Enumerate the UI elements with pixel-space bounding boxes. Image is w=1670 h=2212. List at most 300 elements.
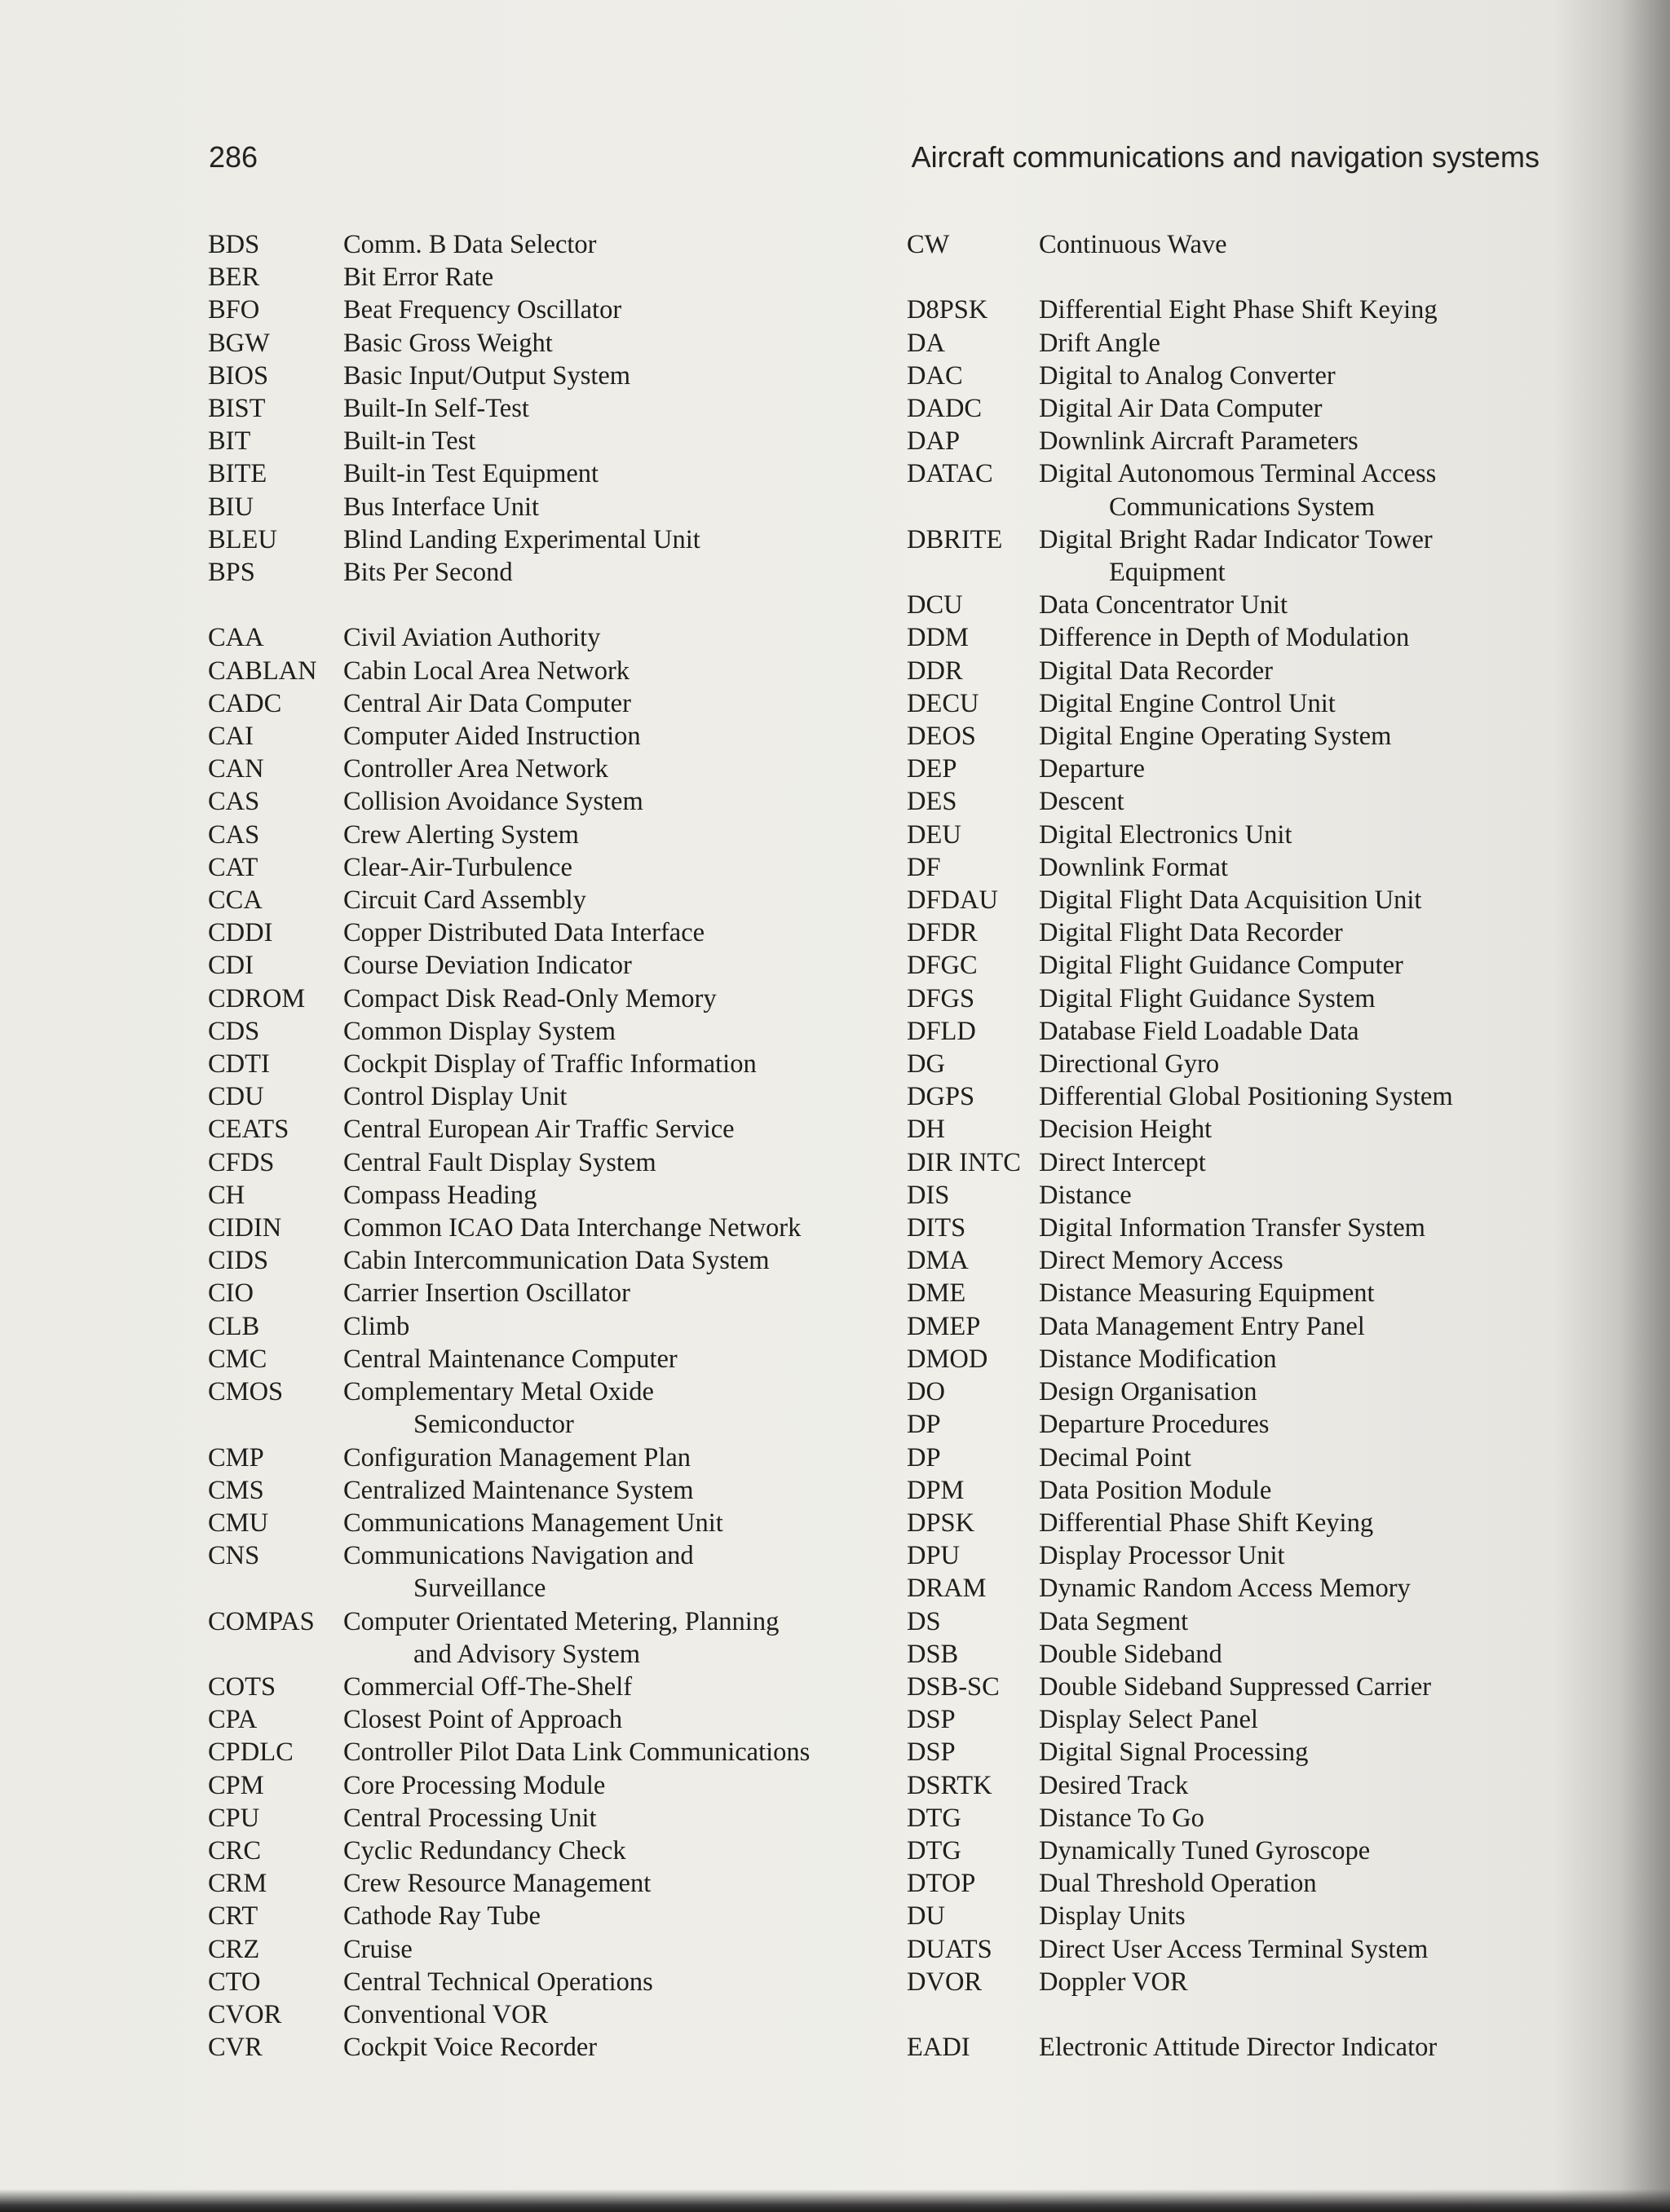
definition-text: Carrier Insertion Oscillator: [343, 1278, 630, 1309]
definition: [1039, 1966, 1559, 1998]
definition-text: Decimal Point: [1039, 1442, 1191, 1472]
definition-text: Downlink Format: [1039, 852, 1229, 882]
abbreviation-column-left: [208, 228, 877, 2064]
section-gap: [907, 261, 1559, 294]
definition: [1039, 1408, 1559, 1441]
definition: [343, 851, 877, 884]
glossary-entry: [907, 720, 1559, 753]
glossary-entry: [208, 327, 877, 360]
glossary-entry: [208, 457, 877, 490]
definition: [1039, 1539, 1559, 1572]
section-gap: [907, 1998, 1559, 2031]
glossary-entry: [208, 1539, 877, 1605]
definition-text: Distance To Go: [1039, 1803, 1204, 1833]
glossary-entry: [208, 1736, 877, 1768]
definition: [1039, 1474, 1559, 1507]
glossary-entry: [208, 1212, 877, 1244]
definition-text: Crew Resource Management: [343, 1869, 652, 1899]
abbreviation: CCA: [208, 885, 263, 916]
abbreviation: CAS: [208, 819, 260, 850]
definition: [1039, 228, 1559, 261]
definition-text: Civil Aviation Authority: [343, 623, 601, 653]
abbreviation: CADC: [208, 688, 282, 718]
definition-text: Controller Area Network: [343, 754, 608, 784]
glossary-entry: [907, 1933, 1559, 1966]
definition: [343, 949, 877, 982]
abbreviation: DTOP: [907, 1869, 976, 1899]
definition: [1039, 1572, 1559, 1605]
abbreviation: COTS: [208, 1671, 276, 1702]
glossary-entry: [907, 1539, 1559, 1572]
definition-text: Digital Signal Processing: [1039, 1737, 1309, 1768]
definition: [343, 1310, 877, 1343]
glossary-entry: [208, 1244, 877, 1277]
abbreviation: DUATS: [907, 1934, 992, 1964]
glossary-entry: [907, 851, 1559, 884]
glossary-entry: [208, 1835, 877, 1867]
definition-text: Communications Management Unit: [343, 1508, 723, 1538]
definition: [1039, 1867, 1559, 1900]
definition: [343, 327, 877, 360]
abbreviation: DP: [907, 1442, 941, 1472]
definition: [343, 720, 877, 753]
definition-text: Display Units: [1039, 1901, 1186, 1932]
definition: [343, 491, 877, 523]
definition: [1039, 523, 1559, 589]
definition-text: Collision Avoidance System: [343, 787, 643, 817]
definition-text: Drift Angle: [1039, 328, 1160, 358]
abbreviation: DPSK: [907, 1508, 975, 1538]
glossary-entry: [208, 655, 877, 687]
glossary-entry: [208, 228, 877, 261]
definition: [343, 1802, 877, 1835]
abbreviation: BIOS: [208, 360, 269, 391]
glossary-entry: [208, 1343, 877, 1375]
glossary-entry: [907, 1572, 1559, 1605]
definition: [1039, 1244, 1559, 1277]
abbreviation: DCU: [907, 590, 963, 620]
definition-text: Copper Distributed Data Interface: [343, 918, 705, 948]
glossary-entry: [907, 1343, 1559, 1375]
definition: [1039, 1080, 1559, 1113]
glossary-entry: [208, 884, 877, 916]
abbreviation: DVOR: [907, 1967, 983, 1997]
definition: [343, 360, 877, 392]
definition: [1039, 687, 1559, 720]
definition-text: Digital Flight Data Acquisition Unit: [1039, 885, 1422, 916]
abbreviation: BITE: [208, 459, 267, 489]
definition-text: Central Processing Unit: [343, 1803, 597, 1833]
glossary-entry: [208, 916, 877, 949]
abbreviation: CDU: [208, 1082, 264, 1112]
definition-text: Display Select Panel: [1039, 1705, 1258, 1735]
scan-bottom-edge: [0, 2189, 1670, 2212]
glossary-entry: [208, 621, 877, 654]
definition: [343, 1442, 877, 1474]
glossary-entry: [208, 785, 877, 818]
definition-text: Basic Gross Weight: [343, 328, 553, 358]
glossary-entry: [907, 1244, 1559, 1277]
section-gap: [208, 589, 877, 621]
glossary-entry: [208, 1802, 877, 1835]
abbreviation: DAC: [907, 360, 963, 391]
glossary-entry: [907, 687, 1559, 720]
definition-text: Central Fault Display System: [343, 1147, 656, 1177]
abbreviation: CH: [208, 1180, 245, 1210]
definition: [343, 916, 877, 949]
abbreviation: DSRTK: [907, 1770, 992, 1800]
definition-text: Comm. B Data Selector: [343, 230, 597, 259]
abbreviation: DIS: [907, 1180, 950, 1210]
abbreviation: CPM: [208, 1770, 264, 1800]
definition: [1039, 1671, 1559, 1703]
abbreviation: CMP: [208, 1442, 264, 1472]
abbreviation: CMC: [208, 1344, 267, 1374]
glossary-entry: [907, 294, 1559, 326]
definition-text: Cyclic Redundancy Check: [343, 1835, 626, 1865]
abbreviation: D8PSK: [907, 295, 988, 325]
definition-text: Double Sideband: [1039, 1639, 1222, 1669]
glossary-entry: [907, 589, 1559, 621]
definition: [1039, 1507, 1559, 1539]
definition-text: Digital Data Recorder: [1039, 656, 1273, 686]
abbreviation: DEOS: [907, 722, 976, 752]
glossary-entry: [907, 1638, 1559, 1671]
glossary-entry: [907, 1605, 1559, 1638]
abbreviation: CIO: [208, 1278, 254, 1309]
definition: [343, 1835, 877, 1867]
abbreviation: CFDS: [208, 1147, 275, 1177]
glossary-entry: [208, 1867, 877, 1900]
abbreviation: CDROM: [208, 983, 306, 1013]
glossary-entry: [208, 1998, 877, 2031]
definition-text: Central European Air Traffic Service: [343, 1115, 735, 1145]
definition-text: Electronic Attitude Director Indicator: [1039, 2033, 1438, 2063]
definition-text: Doppler VOR: [1039, 1967, 1188, 1997]
glossary-entry: [907, 982, 1559, 1015]
definition-text: Data Segment: [1039, 1606, 1189, 1636]
definition-text: Decision Height: [1039, 1115, 1213, 1145]
definition: [1039, 1179, 1559, 1212]
definition-text: Digital Electronics Unit: [1039, 819, 1292, 850]
definition: [343, 556, 877, 589]
abbreviation: CMS: [208, 1475, 264, 1505]
abbreviation: DA: [907, 328, 945, 358]
definition: [343, 884, 877, 916]
definition-text: Built-In Self-Test: [343, 394, 529, 424]
glossary-entry: [907, 1442, 1559, 1474]
definition: [343, 621, 877, 654]
definition-text: Conventional VOR: [343, 1999, 549, 2029]
glossary-entry: [907, 1507, 1559, 1539]
abbreviation: CMU: [208, 1508, 269, 1538]
abbreviation: DTG: [907, 1803, 961, 1833]
glossary-entry: [208, 1507, 877, 1539]
glossary-entry: [907, 1736, 1559, 1768]
glossary-entry: [907, 360, 1559, 392]
abbreviation: CMOS: [208, 1377, 284, 1407]
definition-text: Commercial Off-The-Shelf: [343, 1671, 633, 1702]
definition: [343, 1080, 877, 1113]
definition: [1039, 1835, 1559, 1867]
definition: [1039, 392, 1559, 425]
definition: [343, 1113, 877, 1146]
definition-text: Distance Modification: [1039, 1344, 1277, 1374]
definition: [343, 1998, 877, 2031]
definition-text: Control Display Unit: [343, 1082, 568, 1112]
definition-text: Bit Error Rate: [343, 263, 494, 293]
glossary-entry: [907, 1703, 1559, 1736]
glossary-entry: [907, 392, 1559, 425]
abbreviation: BLEU: [208, 524, 277, 554]
abbreviation: CNS: [208, 1541, 260, 1571]
definition-text: Cockpit Display of Traffic Information: [343, 1049, 757, 1080]
definition-text: Cabin Intercommunication Data System: [343, 1246, 770, 1276]
definition: [343, 1015, 877, 1048]
definition-text: Direct Memory Access: [1039, 1246, 1283, 1276]
glossary-entry: [208, 982, 877, 1015]
abbreviation: DFDR: [907, 918, 978, 948]
glossary-entry: [208, 1442, 877, 1474]
definition-continuation: Communications System: [1109, 492, 1375, 522]
glossary-entry: [907, 1080, 1559, 1113]
definition: [343, 294, 877, 326]
abbreviation: CLB: [208, 1311, 260, 1341]
abbreviation: DITS: [907, 1213, 966, 1243]
definition: [343, 1736, 877, 1768]
abbreviation: DDR: [907, 656, 963, 686]
definition: [343, 1179, 877, 1212]
definition-text: Clear-Air-Turbulence: [343, 852, 572, 882]
definition: [343, 819, 877, 851]
abbreviation: BFO: [208, 295, 260, 325]
running-title: Aircraft communications and navigation systems: [911, 140, 1540, 174]
glossary-entry: [208, 720, 877, 753]
definition: [343, 1966, 877, 1998]
glossary-entry: [208, 1671, 877, 1703]
glossary-entry: [907, 327, 1559, 360]
definition-text: Central Air Data Computer: [343, 688, 631, 718]
glossary-entry: [208, 687, 877, 720]
definition-text: Digital Autonomous Terminal Access: [1039, 459, 1437, 489]
definition: [1039, 1310, 1559, 1343]
definition-text: Data Position Module: [1039, 1475, 1272, 1505]
definition-text: Cruise: [343, 1934, 413, 1964]
definition: [343, 1900, 877, 1932]
abbreviation: CAS: [208, 787, 260, 817]
abbreviation: CRM: [208, 1869, 267, 1899]
abbreviation: CDTI: [208, 1049, 270, 1080]
definition: [343, 785, 877, 818]
definition: [1039, 1442, 1559, 1474]
definition-text: Communications Navigation and: [343, 1541, 694, 1571]
abbreviation: CIDS: [208, 1246, 269, 1276]
abbreviation: BIU: [208, 492, 254, 522]
definition: [343, 1867, 877, 1900]
abbreviation: DIR INTC: [907, 1147, 1021, 1177]
definition: [1039, 949, 1559, 982]
definition: [343, 392, 877, 425]
definition-text: Digital Flight Data Recorder: [1039, 918, 1343, 948]
definition-text: Difference in Depth of Modulation: [1039, 623, 1410, 653]
glossary-entry: [907, 1802, 1559, 1835]
definition-text: Departure Procedures: [1039, 1410, 1270, 1440]
definition-continuation: Equipment: [1109, 558, 1226, 588]
definition-text: Bits Per Second: [343, 558, 513, 588]
abbreviation: CAI: [208, 722, 254, 752]
glossary-entry: [208, 1310, 877, 1343]
glossary-entry: [208, 1769, 877, 1802]
abbreviation: DF: [907, 852, 941, 882]
glossary-entry: [208, 851, 877, 884]
definition-text: Database Field Loadable Data: [1039, 1016, 1359, 1046]
glossary-entry: [208, 2031, 877, 2064]
glossary-entry: [907, 1408, 1559, 1441]
definition: [343, 655, 877, 687]
definition-text: Descent: [1039, 787, 1124, 817]
glossary-entry: [907, 884, 1559, 916]
definition: [1039, 1605, 1559, 1638]
abbreviation: BIST: [208, 394, 266, 424]
glossary-entry: [907, 1474, 1559, 1507]
abbreviation: DMA: [907, 1246, 969, 1276]
definition: [1039, 655, 1559, 687]
abbreviation: DFLD: [907, 1016, 976, 1046]
definition: [1039, 720, 1559, 753]
definition-text: Central Technical Operations: [343, 1967, 653, 1997]
definition-text: Digital Flight Guidance Computer: [1039, 951, 1403, 981]
definition: [1039, 294, 1559, 326]
definition: [1039, 1703, 1559, 1736]
definition-text: Compact Disk Read-Only Memory: [343, 983, 717, 1013]
definition: [343, 1539, 877, 1605]
definition: [343, 1146, 877, 1179]
glossary-entry: [208, 949, 877, 982]
definition: [1039, 1343, 1559, 1375]
definition-text: Display Processor Unit: [1039, 1541, 1285, 1571]
abbreviation: DAP: [907, 426, 961, 457]
definition-text: Configuration Management Plan: [343, 1442, 691, 1472]
definition: [1039, 884, 1559, 916]
glossary-entry: [208, 294, 877, 326]
abbreviation: DTG: [907, 1835, 961, 1865]
abbreviation: CVR: [208, 2033, 263, 2063]
abbreviation: DSP: [907, 1737, 956, 1768]
glossary-entry: [208, 425, 877, 457]
definition-text: Digital Air Data Computer: [1039, 394, 1323, 423]
definition-continuation: Semiconductor: [413, 1410, 574, 1440]
glossary-entry: [907, 1277, 1559, 1309]
definition-text: Climb: [343, 1311, 410, 1341]
definition: [343, 1703, 877, 1736]
definition: [1039, 1375, 1559, 1408]
abbreviation: DSB-SC: [907, 1671, 1000, 1702]
glossary-entry: [208, 261, 877, 294]
glossary-entry: [208, 1933, 877, 1966]
glossary-entry: [208, 819, 877, 851]
abbreviation: DFGS: [907, 983, 975, 1013]
glossary-entry: [907, 1113, 1559, 1146]
abbreviation: DS: [907, 1606, 941, 1636]
definition: [1039, 360, 1559, 392]
glossary-entry: [208, 1179, 877, 1212]
definition-text: Double Sideband Suppressed Carrier: [1039, 1671, 1432, 1702]
definition-text: Cabin Local Area Network: [343, 656, 630, 686]
definition-text: Common ICAO Data Interchange Network: [343, 1213, 802, 1243]
definition: [343, 523, 877, 556]
definition-text: Digital Flight Guidance System: [1039, 983, 1376, 1013]
abbreviation: CPA: [208, 1705, 258, 1735]
definition: [1039, 1933, 1559, 1966]
abbreviation: EADI: [907, 2033, 970, 2063]
definition-text: Common Display System: [343, 1016, 616, 1046]
definition-text: Circuit Card Assembly: [343, 885, 586, 916]
definition-text: Data Concentrator Unit: [1039, 590, 1288, 620]
abbreviation: DADC: [907, 394, 983, 423]
definition: [1039, 1769, 1559, 1802]
abbreviation: CIDIN: [208, 1213, 282, 1243]
glossary-entry: [208, 1703, 877, 1736]
glossary-entry: [208, 1474, 877, 1507]
abbreviation: DMOD: [907, 1344, 988, 1374]
glossary-entry: [907, 916, 1559, 949]
definition-text: Dual Threshold Operation: [1039, 1869, 1317, 1899]
abbreviation: DEP: [907, 754, 957, 784]
definition-text: Course Deviation Indicator: [343, 951, 632, 981]
definition-text: Digital Information Transfer System: [1039, 1213, 1425, 1243]
definition: [343, 261, 877, 294]
abbreviation: DES: [907, 787, 957, 817]
definition-text: Differential Global Positioning System: [1039, 1082, 1453, 1112]
abbreviation: CAT: [208, 852, 258, 882]
definition: [1039, 457, 1559, 523]
definition-text: Dynamically Tuned Gyroscope: [1039, 1835, 1371, 1865]
abbreviation: CAN: [208, 754, 264, 784]
definition: [1039, 589, 1559, 621]
definition: [1039, 1802, 1559, 1835]
definition-text: Departure: [1039, 754, 1145, 784]
glossary-entry: [907, 1835, 1559, 1867]
definition-text: Design Organisation: [1039, 1377, 1257, 1407]
definition: [1039, 621, 1559, 654]
abbreviation: DDM: [907, 623, 969, 653]
definition: [1039, 753, 1559, 785]
glossary-entry: [208, 491, 877, 523]
definition-text: Desired Track: [1039, 1770, 1189, 1800]
definition: [1039, 1113, 1559, 1146]
definition: [1039, 425, 1559, 457]
definition: [343, 1375, 877, 1441]
glossary-entry: [907, 1310, 1559, 1343]
definition-text: Distance Measuring Equipment: [1039, 1278, 1375, 1309]
glossary-entry: [907, 1179, 1559, 1212]
abbreviation: DFGC: [907, 951, 978, 981]
definition: [343, 1671, 877, 1703]
glossary-entry: [208, 523, 877, 556]
glossary-entry: [907, 1048, 1559, 1080]
glossary-entry: [907, 1900, 1559, 1932]
abbreviation: DEU: [907, 819, 961, 850]
definition: [343, 1605, 877, 1671]
glossary-entry: [907, 228, 1559, 261]
definition: [1039, 1900, 1559, 1932]
definition-text: Distance: [1039, 1180, 1132, 1210]
definition-text: Controller Pilot Data Link Communications: [343, 1737, 811, 1768]
definition-text: Built-in Test Equipment: [343, 459, 599, 489]
abbreviation: DFDAU: [907, 885, 998, 916]
glossary-entry: [907, 655, 1559, 687]
definition-text: Central Maintenance Computer: [343, 1344, 678, 1374]
